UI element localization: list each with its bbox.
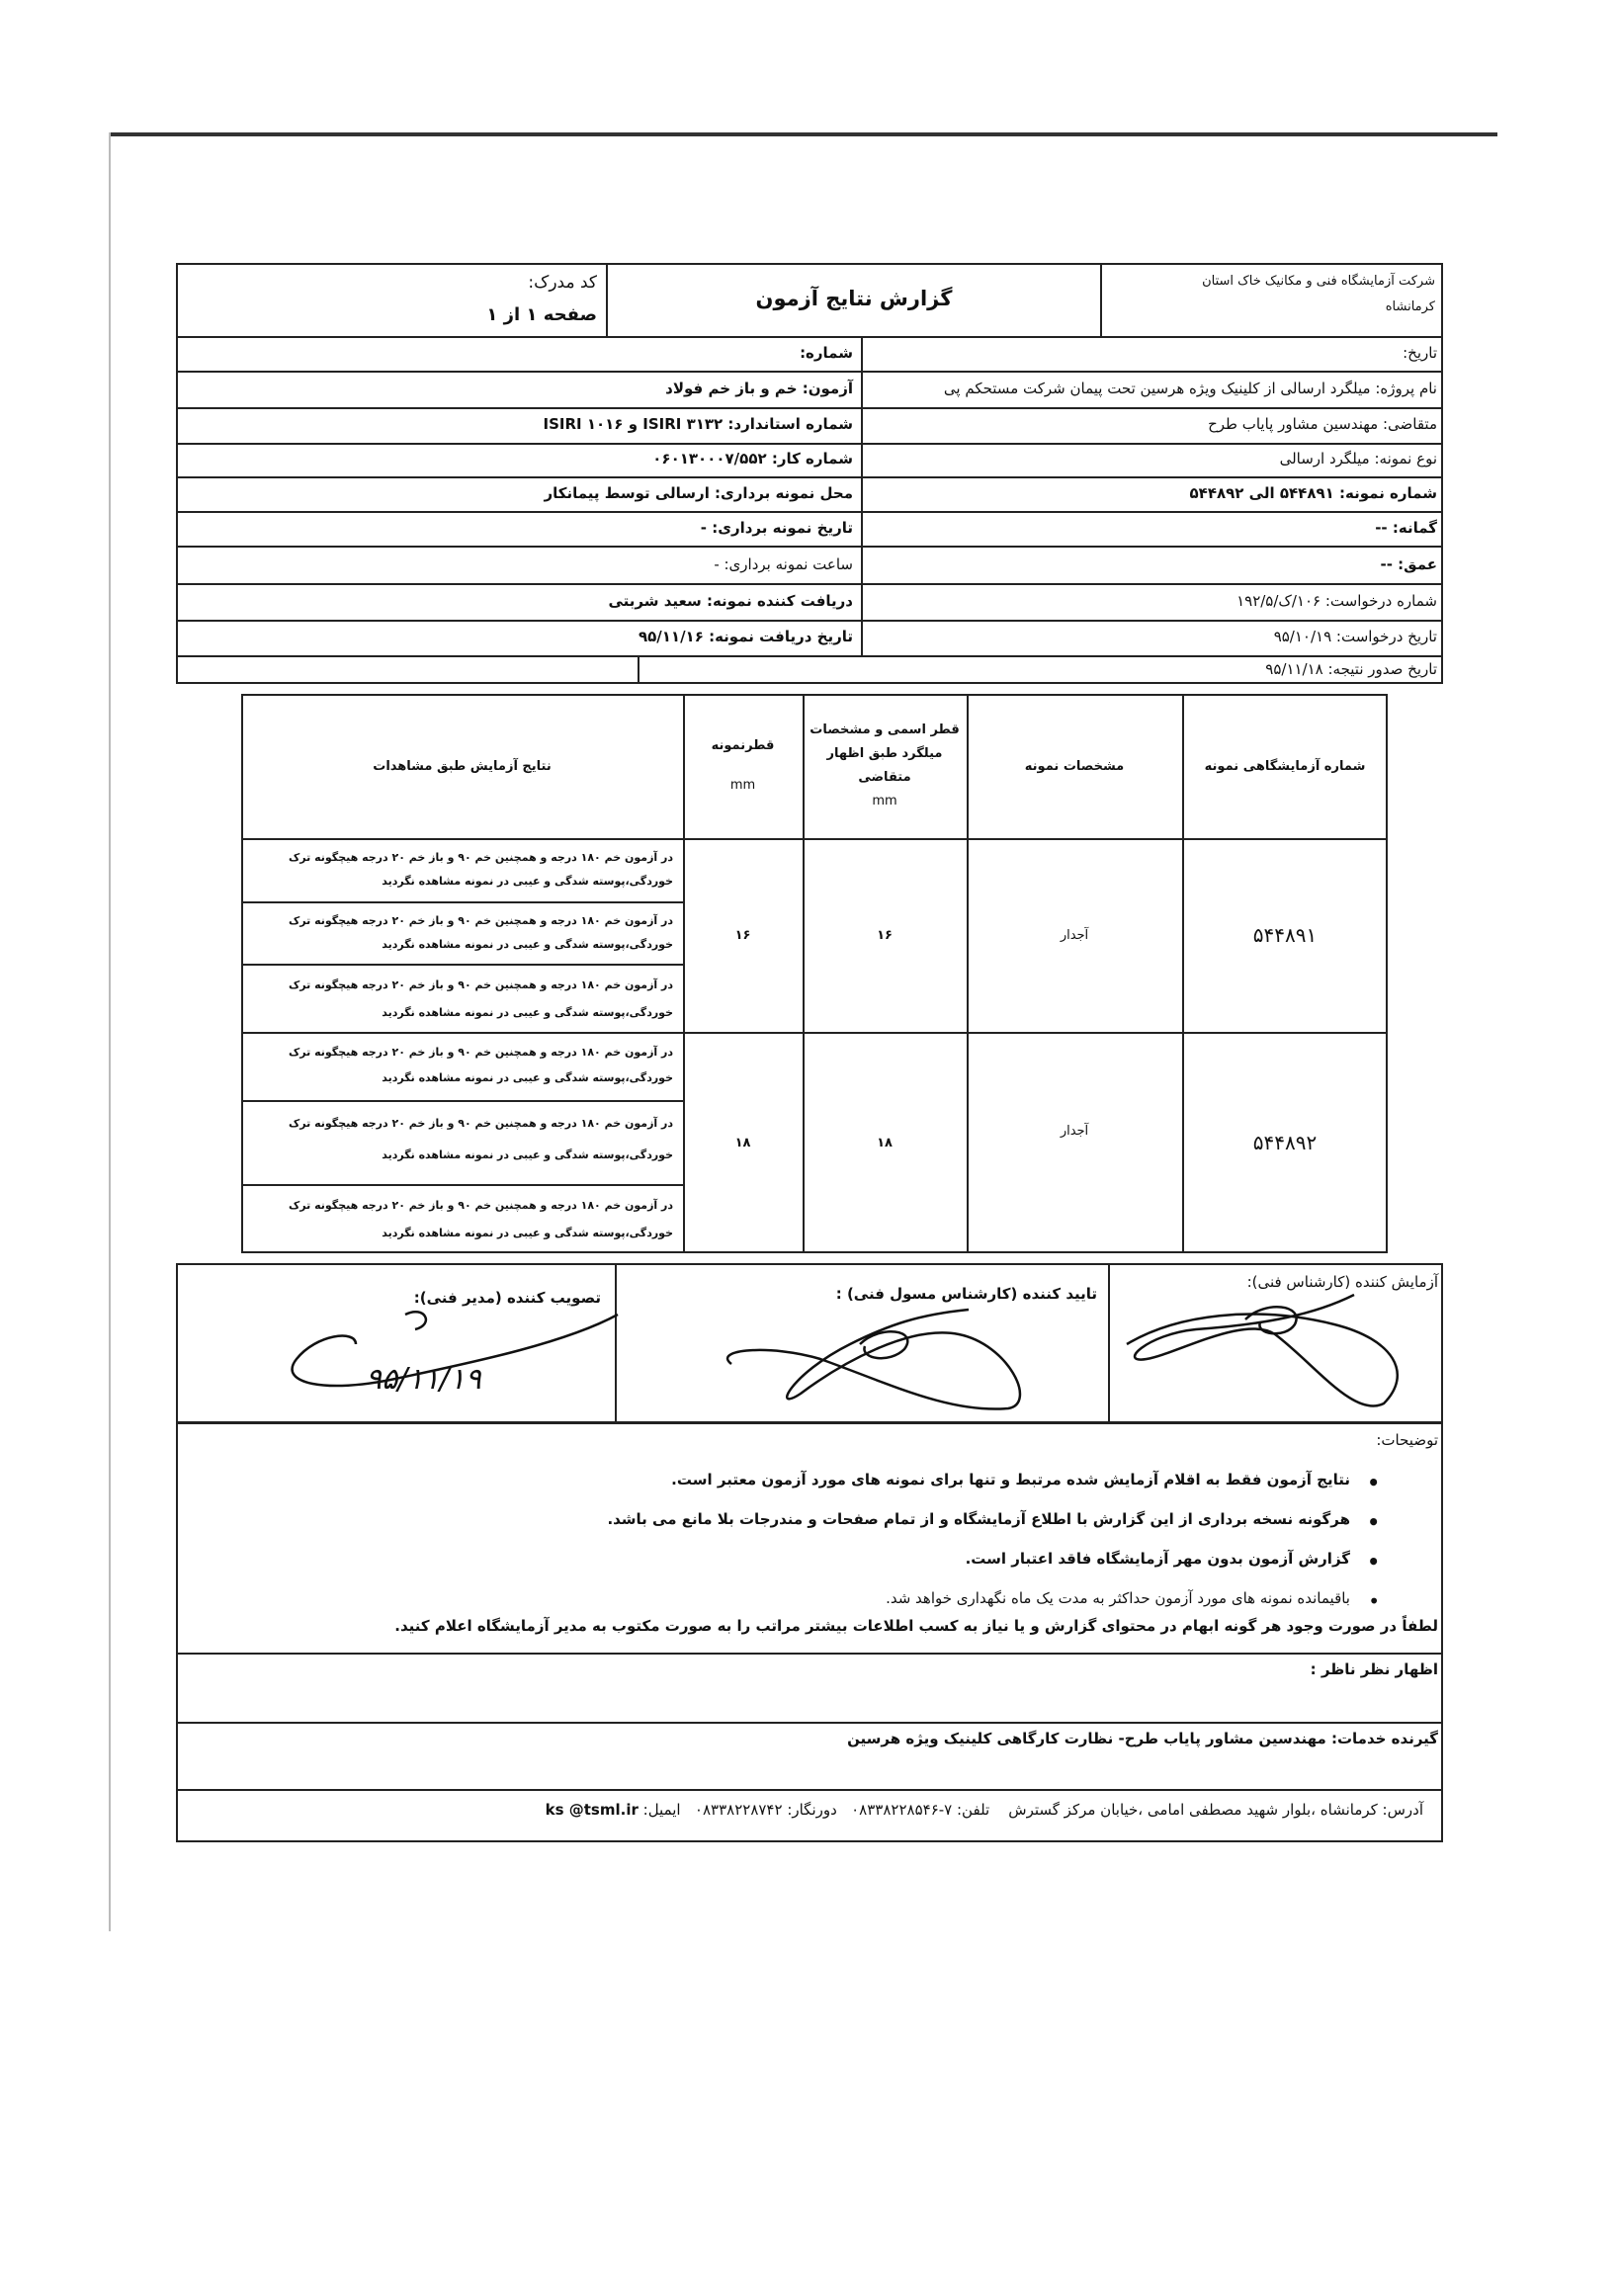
info-issue-date: تاریخ صدور نتیجه: ۹۵/۱۱/۱۸ — [1265, 660, 1437, 678]
note-item: • هرگونه نسخه برداری از این گزارش با اطلاع آزمایشگاه و از تمام صفحات و مندرجات بلا مانع می باشد. — [607, 1510, 1350, 1528]
scan-border-left — [109, 132, 111, 1931]
info-project: نام پروژه: میلگرد ارسالی از کلینیک ویژه هرسین تحت پیمان شرکت مستحکم پی — [943, 380, 1437, 397]
row-lab-number: ۵۴۴۸۹۲ — [1252, 1131, 1318, 1154]
header-nominal — [803, 694, 967, 838]
divider — [861, 336, 863, 655]
info-sampling-time: ساعت نمونه برداری: - — [714, 555, 853, 573]
info-borehole: گمانه: -- — [1375, 519, 1437, 537]
header-sample-spec: مشخصات نمونه — [1024, 758, 1125, 774]
row-result: در آزمون خم ۱۸۰ درجه و همچنین خم ۹۰ و باز خم ۲۰ درجه هیچگونه ترک خوردگی،پوسته شدگی و عیبی در نمونه مشاهده نگردید — [289, 978, 673, 1019]
verifier-signature — [712, 1305, 1038, 1423]
header-results: نتایج آزمایش طبق مشاهدات — [373, 758, 552, 774]
info-sampling-location: محل نمونه برداری: ارسالی توسط پیمانکار — [544, 484, 853, 502]
info-sampling-date: تاریخ نمونه برداری: - — [700, 519, 853, 537]
row-nominal: ۱۶ — [877, 927, 893, 943]
row-result: در آزمون خم ۱۸۰ درجه و همچنین خم ۹۰ و باز خم ۲۰ درجه هیچگونه ترک خوردگی،پوسته شدگی و عیبی در نمونه مشاهده نگردید — [289, 1199, 673, 1239]
header-nominal-label: قطر اسمی و مشخصات میلگرد طبق اظهار متقاضی — [810, 723, 960, 785]
page-title: گزارش نتایج آزمون — [755, 287, 953, 310]
header-diameter-unit: mm — [729, 778, 756, 793]
approver-label: تصویب کننده (مدیر فنی): — [413, 1289, 601, 1307]
email-label: ایمیل: — [642, 1801, 681, 1819]
info-request-number: شماره درخواست: ۱۰۶/ک/۱۹۲/۵ — [1236, 592, 1437, 610]
row-result: در آزمون خم ۱۸۰ درجه و همچنین خم ۹۰ و باز خم ۲۰ درجه هیچگونه ترک خوردگی،پوسته شدگی و عیبی در نمونه مشاهده نگردید — [289, 914, 673, 951]
info-depth: عمق: -- — [1380, 555, 1437, 573]
notes-title: توضیحات: — [1376, 1431, 1438, 1449]
header-nominal-unit: mm — [872, 794, 897, 808]
scan-border-top — [109, 132, 1497, 136]
row-nominal: ۱۸ — [877, 1135, 893, 1150]
header-diameter-label: قطرنمونه — [711, 738, 775, 753]
notes-list — [607, 1471, 1390, 1629]
note-item: • باقیمانده نمونه های مورد آزمون حداکثر به مدت یک ماه نگهداری خواهد شد. — [607, 1589, 1350, 1607]
note-item: • نتایج آزمون فقط به اقلام آزمایش شده مرتبط و تنها برای نمونه های مورد آزمون معتبر است. — [607, 1471, 1350, 1488]
email: ks @tsml.ir — [545, 1801, 639, 1819]
info-receive-date: تاریخ دریافت نمونه: ۹۵/۱۱/۱۶ — [638, 628, 853, 645]
verifier-label: تایید کننده (کارشناس مسول فنی) : — [835, 1285, 1097, 1303]
approver-signature — [267, 1305, 623, 1413]
row-result: در آزمون خم ۱۸۰ درجه و همچنین خم ۹۰ و باز خم ۲۰ درجه هیچگونه ترک خوردگی،پوسته شدگی و عیبی در نمونه مشاهده نگردید — [289, 1117, 673, 1161]
service-recipient: گیرنده خدمات: مهندسین مشاور پایاب طرح- نظارت کارگاهی کلینیک ویژه هرسین — [847, 1730, 1438, 1747]
info-sample-type: نوع نمونه: میلگرد ارسالی — [1279, 450, 1437, 468]
info-receiver: دریافت کننده نمونه: سعید شربتی — [608, 592, 853, 610]
header-lab-number: شماره آزمایشگاهی نمونه — [1204, 758, 1366, 774]
row-spec: آجدار — [1060, 1123, 1089, 1139]
info-standard: شماره استاندارد: ISIRI ۳۱۳۲ و ISIRI ۱۰۱۶ — [543, 415, 853, 433]
info-request-date: تاریخ درخواست: ۹۵/۱۰/۱۹ — [1273, 628, 1437, 645]
row-lab-number: ۵۴۴۸۹۱ — [1252, 923, 1318, 947]
observer-comment-label: اظهار نظر ناظر : — [1310, 1660, 1438, 1678]
phone: تلفن: ۷-۰۸۳۳۸۲۲۸۵۴۶ — [851, 1801, 990, 1819]
tester-signature — [1117, 1285, 1433, 1413]
info-date: تاریخ: — [1403, 344, 1437, 362]
info-test: آزمون: خم و باز خم فولاد — [665, 380, 853, 397]
info-job-number: شماره کار: ۰۶۰۱۳۰۰۰۷/۵۵۲ — [652, 450, 853, 468]
tester-label: آزمایش کننده (کارشناس فنی): — [1246, 1273, 1438, 1291]
handwritten-date: ۹۵/۱۱/۱۹ — [366, 1362, 481, 1397]
divider — [638, 655, 639, 684]
row-diameter: ۱۸ — [734, 1135, 751, 1150]
row-diameter: ۱۶ — [734, 927, 751, 943]
fax: دورنگار: ۰۸۳۳۸۲۲۸۷۴۲ — [694, 1801, 837, 1819]
address: آدرس: کرمانشاه ،بلوار شهید مصطفی امامی ،خیابان مرکز گسترش — [1008, 1801, 1423, 1819]
row-result: در آزمون خم ۱۸۰ درجه و همچنین خم ۹۰ و باز خم ۲۰ درجه هیچگونه ترک خوردگی،پوسته شدگی و عیبی در نمونه مشاهده نگردید — [289, 851, 673, 888]
header-diameter — [683, 694, 803, 838]
info-number: شماره: — [800, 344, 853, 362]
divider — [176, 336, 1443, 338]
page-number: صفحه ۱ از ۱ — [486, 304, 597, 325]
notes-footer: لطفاً در صورت وجود هر گونه ابهام در محتوای گزارش و یا نیاز به کسب اطلاعات بیشتر مراتب را به صورت مکتوب به مدیر آزمایشگاه اعلام کنید. — [394, 1617, 1438, 1635]
company-name: شرکت آزمایشگاه فنی و مکانیک خاک استان کرمانشاه — [1202, 274, 1435, 314]
note-item: • گزارش آزمون بدون مهر آزمایشگاه فاقد اعتبار است. — [607, 1550, 1350, 1568]
footer-address — [546, 1801, 1423, 1819]
document-code-label: کد مدرک: — [528, 273, 597, 293]
info-applicant: متقاضی: مهندسین مشاور پایاب طرح — [1208, 415, 1437, 433]
info-sample-number: شماره نمونه: ۵۴۴۸۹۱ الی ۵۴۴۸۹۲ — [1189, 484, 1437, 502]
row-result: در آزمون خم ۱۸۰ درجه و همچنین خم ۹۰ و باز خم ۲۰ درجه هیچگونه ترک خوردگی،پوسته شدگی و عیبی در نمونه مشاهده نگردید — [289, 1046, 673, 1084]
row-spec: آجدار — [1060, 927, 1089, 943]
